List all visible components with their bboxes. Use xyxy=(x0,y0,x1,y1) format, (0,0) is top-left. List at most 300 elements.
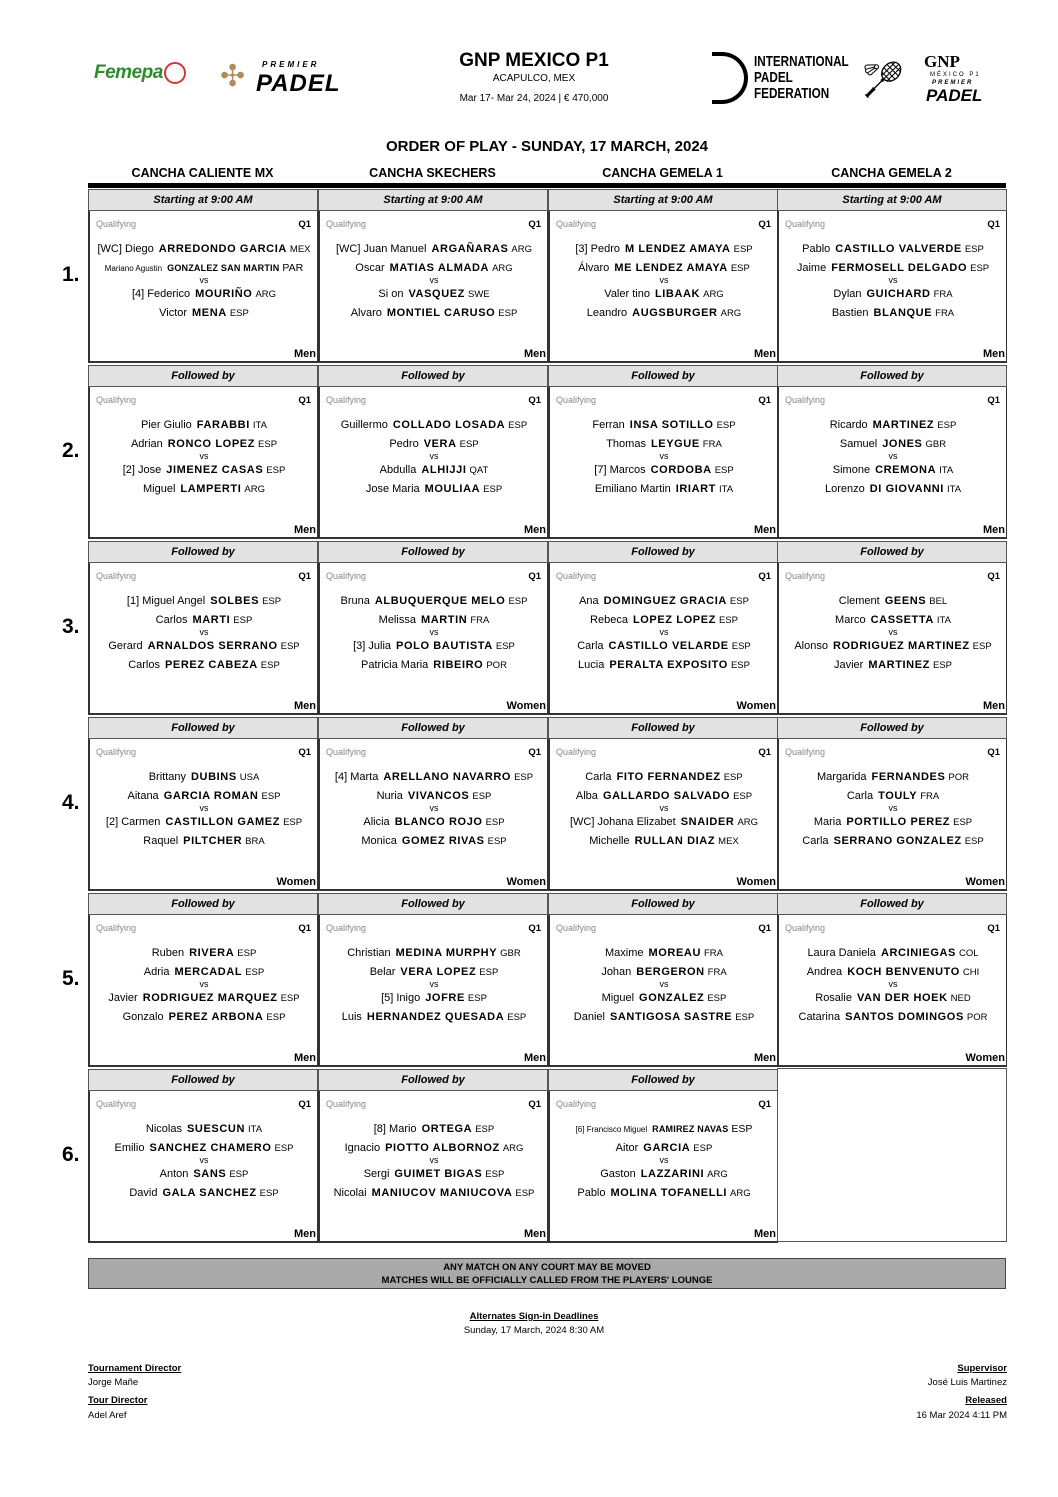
player-entry[interactable] xyxy=(320,1142,548,1154)
player-entry[interactable] xyxy=(90,835,318,847)
vs-label: vs xyxy=(199,627,209,637)
player-entry[interactable] xyxy=(90,816,318,828)
player-entry[interactable] xyxy=(779,595,1007,607)
match-card[interactable] xyxy=(88,563,318,715)
match-card[interactable] xyxy=(318,563,548,715)
player-first-name: Laura Daniela xyxy=(807,947,876,959)
player-entry[interactable] xyxy=(320,419,548,431)
match-slot[interactable] xyxy=(88,365,318,539)
match-category: Women xyxy=(276,876,316,888)
vs-label: vs xyxy=(199,1155,209,1165)
vs-label: vs xyxy=(429,979,439,989)
player-first-name: Mariano Agustin xyxy=(104,264,163,273)
match-category: Men xyxy=(524,348,546,360)
match-slot[interactable] xyxy=(318,541,548,715)
player-entry[interactable] xyxy=(320,790,548,802)
player-entry[interactable] xyxy=(779,614,1007,626)
player-entry[interactable] xyxy=(320,595,548,607)
player-first-name: Catarina xyxy=(798,1011,841,1023)
player-country: BEL xyxy=(929,596,948,607)
player-entry[interactable] xyxy=(90,243,318,255)
match-card[interactable] xyxy=(548,1091,778,1243)
player-last-name: BLANQUE xyxy=(873,307,933,319)
player-entry[interactable] xyxy=(779,966,1007,978)
match-slot[interactable] xyxy=(318,1069,548,1243)
player-entry[interactable] xyxy=(550,464,778,476)
player-entry[interactable] xyxy=(320,483,548,495)
player-last-name: MEDINA MURPHY xyxy=(395,947,498,959)
player-entry[interactable] xyxy=(550,1011,778,1023)
match-slot[interactable] xyxy=(88,1069,318,1243)
padel-ball-icon xyxy=(164,62,186,84)
player-entry[interactable] xyxy=(90,1123,318,1135)
round-code: Q1 xyxy=(528,1099,541,1110)
player-entry[interactable] xyxy=(90,419,318,431)
match-card[interactable] xyxy=(88,211,318,363)
match-category: Men xyxy=(294,1228,316,1240)
player-entry[interactable] xyxy=(550,1123,778,1135)
alternates-title: Alternates Sign-in Deadlines xyxy=(469,1311,599,1322)
player-country: USA xyxy=(239,772,260,783)
player-last-name: HERNANDEZ QUESADA xyxy=(366,1011,505,1023)
player-entry[interactable] xyxy=(320,947,548,959)
player-country: ESP xyxy=(483,484,503,495)
player-country: ESP xyxy=(459,439,479,450)
player-country: ARG xyxy=(707,1169,728,1180)
player-entry[interactable] xyxy=(779,438,1007,450)
player-seed: [WC] xyxy=(335,243,361,255)
match-card[interactable] xyxy=(777,739,1007,891)
slot-time-header: Followed by xyxy=(318,1069,548,1091)
player-entry[interactable] xyxy=(779,659,1007,671)
player-first-name: Dylan xyxy=(833,288,862,300)
player-last-name: FERMOSELL DELGADO xyxy=(831,262,968,274)
match-card[interactable] xyxy=(777,387,1007,539)
match-card[interactable] xyxy=(318,1091,548,1243)
player-last-name: GARCIA xyxy=(643,1142,691,1154)
player-last-name: VAN DER HOEK xyxy=(856,992,948,1004)
player-last-name: FARABBI xyxy=(196,419,250,431)
match-category: Men xyxy=(754,1052,776,1064)
player-entry[interactable] xyxy=(550,288,778,300)
player-first-name: Guillermo xyxy=(340,419,388,431)
player-last-name: MONTIEL CARUSO xyxy=(386,307,496,319)
player-country: ESP xyxy=(485,1169,505,1180)
player-first-name: Álvaro xyxy=(578,262,610,274)
round-code: Q1 xyxy=(298,571,311,582)
match-card[interactable] xyxy=(318,915,548,1067)
player-last-name: SANS xyxy=(193,1168,227,1180)
match-card[interactable] xyxy=(777,915,1007,1067)
player-entry[interactable] xyxy=(550,307,778,319)
player-first-name: Abdulla xyxy=(379,464,417,476)
player-entry[interactable] xyxy=(779,243,1007,255)
match-slot[interactable] xyxy=(548,541,778,715)
player-entry[interactable] xyxy=(550,966,778,978)
player-last-name: BLANCO ROJO xyxy=(394,816,483,828)
player-first-name: Adrian xyxy=(130,438,163,450)
player-first-name: Christian xyxy=(347,947,391,959)
slot-time-header: Followed by xyxy=(777,717,1007,739)
player-first-name: Carla xyxy=(585,771,612,783)
player-entry[interactable] xyxy=(779,288,1007,300)
vs-label: vs xyxy=(659,627,669,637)
row-number: 5. xyxy=(62,967,80,990)
player-seed: [1] xyxy=(126,595,140,607)
player-entry[interactable] xyxy=(550,614,778,626)
player-entry[interactable] xyxy=(90,307,318,319)
match-slot[interactable] xyxy=(548,189,778,363)
match-slot[interactable] xyxy=(777,365,1007,539)
player-country: ESP xyxy=(485,817,505,828)
player-country: MEX xyxy=(289,244,311,255)
round-type-label: Qualifying xyxy=(326,923,367,933)
gnp-premier-text: PREMIER xyxy=(932,80,974,86)
round-type-label: Qualifying xyxy=(785,395,826,405)
round-code: Q1 xyxy=(298,395,311,406)
player-last-name: MARTINEZ xyxy=(872,419,935,431)
match-slot[interactable] xyxy=(548,365,778,539)
player-last-name: MATIAS ALMADA xyxy=(389,262,490,274)
femepa-logo xyxy=(94,62,189,96)
player-last-name: RIVERA xyxy=(189,947,235,959)
player-first-name: Carla xyxy=(802,835,829,847)
player-last-name: ORTEGA xyxy=(421,1123,473,1135)
player-last-name: GALA SANCHEZ xyxy=(162,1187,257,1199)
player-entry[interactable] xyxy=(320,1168,548,1180)
player-entry[interactable] xyxy=(550,1142,778,1154)
player-country: ESP xyxy=(479,967,499,978)
player-first-name: Alvaro xyxy=(350,307,382,319)
player-entry[interactable] xyxy=(779,1011,1007,1023)
match-slot[interactable] xyxy=(88,893,318,1067)
player-entry[interactable] xyxy=(550,243,778,255)
player-last-name: DI GIOVANNI xyxy=(869,483,944,495)
player-seed: [WC] xyxy=(569,816,595,828)
player-entry[interactable] xyxy=(320,243,548,255)
match-slot[interactable] xyxy=(318,893,548,1067)
player-country: FRA xyxy=(933,289,953,300)
player-last-name: SERRANO GONZALEZ xyxy=(833,835,962,847)
player-entry[interactable] xyxy=(550,816,778,828)
player-first-name: Johan xyxy=(601,966,632,978)
player-entry[interactable] xyxy=(779,790,1007,802)
player-first-name: Oscar xyxy=(355,262,385,274)
player-entry[interactable] xyxy=(779,947,1007,959)
player-country: ARG xyxy=(737,817,759,828)
tournament-director-name: Jorge Mañe xyxy=(88,1377,139,1388)
player-country: ARG xyxy=(255,289,277,300)
match-category: Men xyxy=(294,524,316,536)
player-entry[interactable] xyxy=(90,966,318,978)
player-first-name: Julia xyxy=(368,640,392,652)
round-type-label: Qualifying xyxy=(96,1099,137,1109)
slot-time-header: Followed by xyxy=(777,893,1007,915)
player-entry[interactable] xyxy=(90,438,318,450)
match-card[interactable] xyxy=(777,211,1007,363)
round-type-label: Qualifying xyxy=(785,219,826,229)
vs-label: vs xyxy=(429,627,439,637)
match-card[interactable] xyxy=(548,915,778,1067)
slot-time-header: Followed by xyxy=(318,365,548,387)
vs-label: vs xyxy=(888,803,898,813)
player-first-name: Javier xyxy=(108,992,138,1004)
player-last-name: LEYGUE xyxy=(650,438,700,450)
match-category: Men xyxy=(754,524,776,536)
player-entry[interactable] xyxy=(320,307,548,319)
player-entry[interactable] xyxy=(550,419,778,431)
player-entry[interactable] xyxy=(779,262,1007,274)
player-entry[interactable] xyxy=(90,1168,318,1180)
player-entry[interactable] xyxy=(90,659,318,671)
match-card[interactable] xyxy=(88,387,318,539)
player-last-name: RODRIGUEZ MARQUEZ xyxy=(142,992,278,1004)
player-entry[interactable] xyxy=(320,992,548,1004)
round-type-label: Qualifying xyxy=(556,219,597,229)
player-entry[interactable] xyxy=(550,262,778,274)
player-country: FRA xyxy=(702,439,722,450)
match-category: Women xyxy=(965,1052,1005,1064)
player-entry[interactable] xyxy=(320,640,548,652)
player-first-name: Ignacio xyxy=(344,1142,381,1154)
player-entry[interactable] xyxy=(320,288,548,300)
player-entry[interactable] xyxy=(779,419,1007,431)
player-first-name: Margarida xyxy=(817,771,867,783)
player-country: ESP xyxy=(970,263,990,274)
match-card[interactable] xyxy=(548,563,778,715)
match-card[interactable] xyxy=(548,387,778,539)
player-entry[interactable] xyxy=(550,659,778,671)
player-seed: [2] xyxy=(105,816,119,828)
player-entry[interactable] xyxy=(779,307,1007,319)
player-country: POR xyxy=(486,660,507,671)
player-last-name: CASTILLO VELARDE xyxy=(608,640,729,652)
player-last-name: MERCADAL xyxy=(174,966,243,978)
player-country: ESP xyxy=(514,772,534,783)
player-last-name: DOMINGUEZ GRACIA xyxy=(603,595,727,607)
court-header: CANCHA SKECHERS xyxy=(369,166,496,180)
player-entry[interactable] xyxy=(90,262,318,274)
match-slot[interactable] xyxy=(777,717,1007,891)
player-last-name: VERA xyxy=(423,438,457,450)
player-seed: [4] xyxy=(334,771,348,783)
player-entry[interactable] xyxy=(90,790,318,802)
player-last-name: JONES xyxy=(882,438,923,450)
slot-time-header: Starting at 9:00 AM xyxy=(777,189,1007,211)
logo-padel-text: PADEL xyxy=(256,70,341,97)
player-last-name: PEREZ ARBONA xyxy=(168,1011,264,1023)
player-entry[interactable] xyxy=(320,659,548,671)
player-first-name: Gerard xyxy=(108,640,143,652)
player-country: ESP xyxy=(953,817,973,828)
player-entry[interactable] xyxy=(779,992,1007,1004)
round-type-label: Qualifying xyxy=(326,395,367,405)
round-type-label: Qualifying xyxy=(326,1099,367,1109)
match-slot[interactable] xyxy=(318,717,548,891)
player-entry[interactable] xyxy=(90,947,318,959)
match-card[interactable] xyxy=(88,1091,318,1243)
player-entry[interactable] xyxy=(779,640,1007,652)
player-last-name: MOREAU xyxy=(648,947,701,959)
player-entry[interactable] xyxy=(90,1142,318,1154)
match-slot[interactable] xyxy=(88,541,318,715)
match-card[interactable] xyxy=(88,915,318,1067)
round-code: Q1 xyxy=(758,747,771,758)
player-entry[interactable] xyxy=(550,595,778,607)
slot-time-header: Followed by xyxy=(88,365,318,387)
player-first-name: Adria xyxy=(143,966,170,978)
player-first-name: Thomas xyxy=(606,438,646,450)
round-type-label: Qualifying xyxy=(96,923,137,933)
notice-banner xyxy=(88,1258,1006,1289)
player-entry[interactable] xyxy=(320,1123,548,1135)
player-first-name: Ricardo xyxy=(829,419,868,431)
round-code: Q1 xyxy=(298,219,311,230)
player-entry[interactable] xyxy=(550,438,778,450)
player-country: ESP xyxy=(472,791,492,802)
match-slot[interactable] xyxy=(318,365,548,539)
slot-time-header: Followed by xyxy=(777,365,1007,387)
player-entry[interactable] xyxy=(320,771,548,783)
match-slot[interactable] xyxy=(548,893,778,1067)
round-code: Q1 xyxy=(758,219,771,230)
player-country: ESP xyxy=(266,1012,286,1023)
match-slot[interactable] xyxy=(777,893,1007,1067)
player-country: ESP xyxy=(693,1143,713,1154)
player-entry[interactable] xyxy=(550,1168,778,1180)
player-entry[interactable] xyxy=(320,835,548,847)
player-first-name: Carla xyxy=(577,640,604,652)
player-entry[interactable] xyxy=(90,595,318,607)
match-slot[interactable] xyxy=(88,189,318,363)
player-last-name: RULLAN DIAZ xyxy=(634,835,716,847)
player-entry[interactable] xyxy=(90,640,318,652)
player-first-name: Victor xyxy=(159,307,188,319)
match-card[interactable] xyxy=(777,563,1007,715)
player-entry[interactable] xyxy=(550,992,778,1004)
player-last-name: GARCIA ROMAN xyxy=(163,790,259,802)
player-country: ESP xyxy=(508,596,528,607)
player-country: ESP xyxy=(733,791,753,802)
player-country: ESP xyxy=(932,660,952,671)
player-country: ARG xyxy=(492,263,513,274)
match-card[interactable] xyxy=(88,739,318,891)
player-country: ESP xyxy=(964,244,984,255)
player-entry[interactable] xyxy=(550,640,778,652)
player-last-name: VASQUEZ xyxy=(408,288,465,300)
player-entry[interactable] xyxy=(90,483,318,495)
player-entry[interactable] xyxy=(90,771,318,783)
match-card[interactable] xyxy=(548,211,778,363)
player-country: GBR xyxy=(925,439,947,450)
court-header: CANCHA GEMELA 2 xyxy=(831,166,952,180)
player-last-name: LIBAAK xyxy=(654,288,701,300)
player-last-name: JOFRE xyxy=(425,992,465,1004)
player-first-name: Leandro xyxy=(586,307,628,319)
player-entry[interactable] xyxy=(90,992,318,1004)
player-last-name: CASTILLO VALVERDE xyxy=(835,243,962,255)
player-country: ARG xyxy=(720,308,742,319)
slot-time-header: Starting at 9:00 AM xyxy=(88,189,318,211)
player-first-name: Mario xyxy=(389,1123,417,1135)
player-first-name: Luis xyxy=(341,1011,362,1023)
player-entry[interactable] xyxy=(320,262,548,274)
slot-time-header: Followed by xyxy=(777,541,1007,563)
match-category: Women xyxy=(506,876,546,888)
player-entry[interactable] xyxy=(90,1187,318,1199)
match-slot[interactable] xyxy=(548,717,778,891)
match-category: Women xyxy=(506,700,546,712)
match-card[interactable] xyxy=(318,387,548,539)
match-card[interactable] xyxy=(548,739,778,891)
match-slot[interactable] xyxy=(548,1069,778,1243)
player-entry[interactable] xyxy=(320,816,548,828)
player-last-name: MARTINEZ xyxy=(868,659,930,671)
player-last-name: SOLBES xyxy=(210,595,260,607)
player-entry[interactable] xyxy=(320,1187,548,1199)
match-card[interactable] xyxy=(318,211,548,363)
player-entry[interactable] xyxy=(779,816,1007,828)
player-entry[interactable] xyxy=(550,483,778,495)
player-country: NED xyxy=(950,993,971,1004)
player-entry[interactable] xyxy=(320,966,548,978)
player-country: FRA xyxy=(920,791,940,802)
player-entry[interactable] xyxy=(779,464,1007,476)
player-entry[interactable] xyxy=(320,438,548,450)
player-entry[interactable] xyxy=(90,614,318,626)
player-first-name: Emilio xyxy=(114,1142,145,1154)
player-entry[interactable] xyxy=(90,464,318,476)
player-entry[interactable] xyxy=(550,790,778,802)
player-country: PAR xyxy=(282,262,304,274)
row-number: 2. xyxy=(62,439,80,462)
tournament-location: ACAPULCO, MEX xyxy=(492,73,576,84)
player-entry[interactable] xyxy=(550,1187,778,1199)
player-last-name: ARCINIEGAS xyxy=(880,947,956,959)
player-last-name: RODRIGUEZ MARTINEZ xyxy=(832,640,970,652)
player-entry[interactable] xyxy=(320,1011,548,1023)
player-entry[interactable] xyxy=(779,771,1007,783)
player-last-name: PEREZ CABEZA xyxy=(165,659,258,671)
player-entry[interactable] xyxy=(550,835,778,847)
player-entry[interactable] xyxy=(779,835,1007,847)
player-last-name: GALLARDO SALVADO xyxy=(602,790,731,802)
player-entry[interactable] xyxy=(90,288,318,300)
player-last-name: RONCO LOPEZ xyxy=(167,438,256,450)
player-entry[interactable] xyxy=(779,483,1007,495)
player-last-name: CASTILLON GAMEZ xyxy=(165,816,281,828)
court-header: CANCHA CALIENTE MX xyxy=(131,166,274,180)
match-card[interactable] xyxy=(318,739,548,891)
player-first-name: Lorenzo xyxy=(824,483,865,495)
row-number: 1. xyxy=(62,263,80,286)
match-slot[interactable] xyxy=(318,189,548,363)
player-country: ESP xyxy=(475,1124,495,1135)
match-slot[interactable] xyxy=(777,541,1007,715)
player-entry[interactable] xyxy=(90,1011,318,1023)
match-slot[interactable] xyxy=(88,717,318,891)
player-entry[interactable] xyxy=(320,464,548,476)
ipf-text: INTERNATIONAL xyxy=(754,53,849,70)
player-seed: [6] xyxy=(575,1125,585,1134)
player-entry[interactable] xyxy=(550,947,778,959)
player-entry[interactable] xyxy=(320,614,548,626)
player-entry[interactable] xyxy=(550,771,778,783)
round-code: Q1 xyxy=(987,571,1000,582)
racket-icon: 🏸︎ xyxy=(860,59,906,100)
player-last-name: KOCH BENVENUTO xyxy=(847,966,960,978)
match-slot[interactable] xyxy=(777,189,1007,363)
